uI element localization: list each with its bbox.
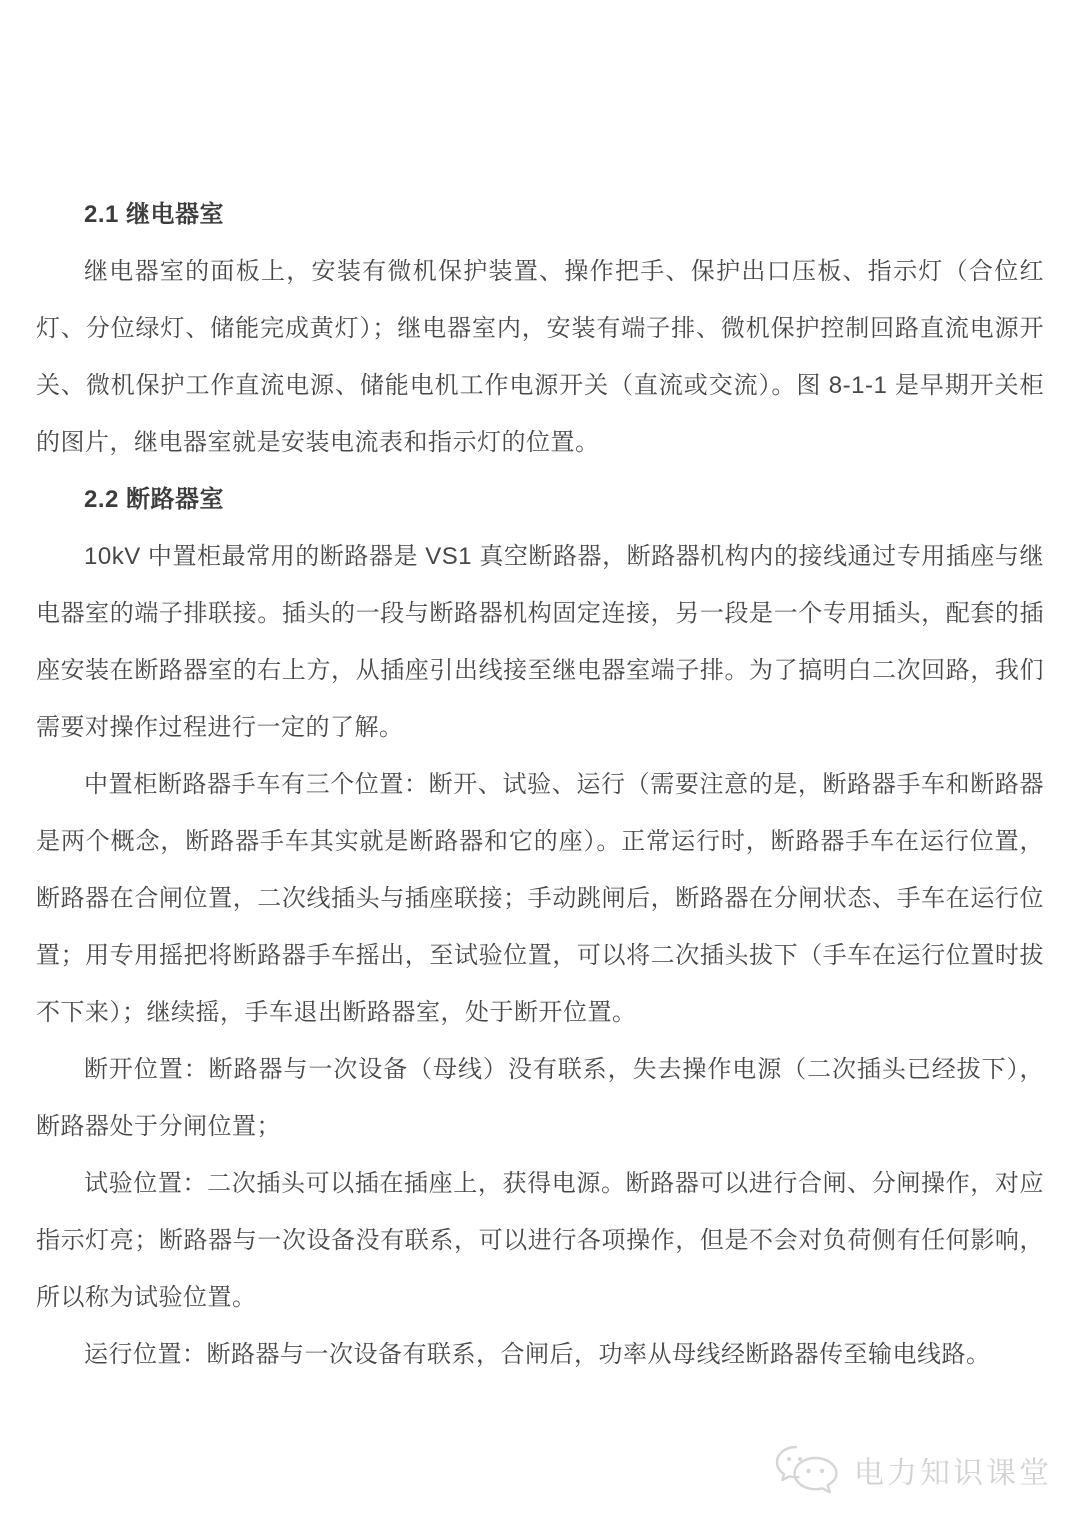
wechat-bubbles-icon [772,1442,842,1498]
section-heading: 2.1 继电器室 [84,201,225,228]
body-paragraph: 10kV 中置柜最常用的断路器是 VS1 真空断路器，断路器机构内的接线通过专用插座与继电器室的端子排联接。插头的一段与断路器机构固定连接，另一段是一个专用插头，配套的插座安装在断路器室的右上方，从插座引出线接至继电器室端子排。为了搞明白二次回路，我们需要对操作过程进行一定的了解。 [36,543,1044,741]
section-heading: 2.2 断路器室 [84,486,225,513]
brand-watermark-label: 电力知识课堂 [854,1457,1052,1490]
body-paragraph: 试验位置：二次插头可以插在插座上，获得电源。断路器可以进行合闸、分闸操作，对应指示灯亮；断路器与一次设备没有联系，可以进行各项操作，但是不会对负荷侧有任何影响，所以称为试验位置。 [36,1170,1044,1311]
body-paragraph: 中置柜断路器手车有三个位置：断开、试验、运行（需要注意的是，断路器手车和断路器是两个概念，断路器手车其实就是断路器和它的座）。正常运行时，断路器手车在运行位置，断路器在合闸位置，二次线插头与插座联接；手动跳闸后，断路器在分闸状态、手车在运行位置；用专用摇把将断路器手车摇出，至试验位置，可以将二次插头拔下（手车在运行位置时拔不下来）；继续摇，手车退出断路器室，处于断开位置。 [36,771,1044,1026]
article-body [36,186,1044,1383]
body-paragraph: 运行位置：断路器与一次设备有联系，合闸后，功率从母线经断路器传至输电线路。 [84,1341,991,1368]
body-paragraph: 断开位置：断路器与一次设备（母线）没有联系，失去操作电源（二次插头已经拔下），断路器处于分闸位置； [36,1056,1044,1140]
body-paragraph: 继电器室的面板上，安装有微机保护装置、操作把手、保护出口压板、指示灯（合位红灯、分位绿灯、储能完成黄灯）；继电器室内，安装有端子排、微机保护控制回路直流电源开关、微机保护工作直流电源、储能电机工作电源开关（直流或交流）。图 8-1-1 是早期开关柜的图片，继电器室就是安装电流表和指示灯的位置。 [36,258,1044,456]
brand-watermark [772,1442,1052,1498]
